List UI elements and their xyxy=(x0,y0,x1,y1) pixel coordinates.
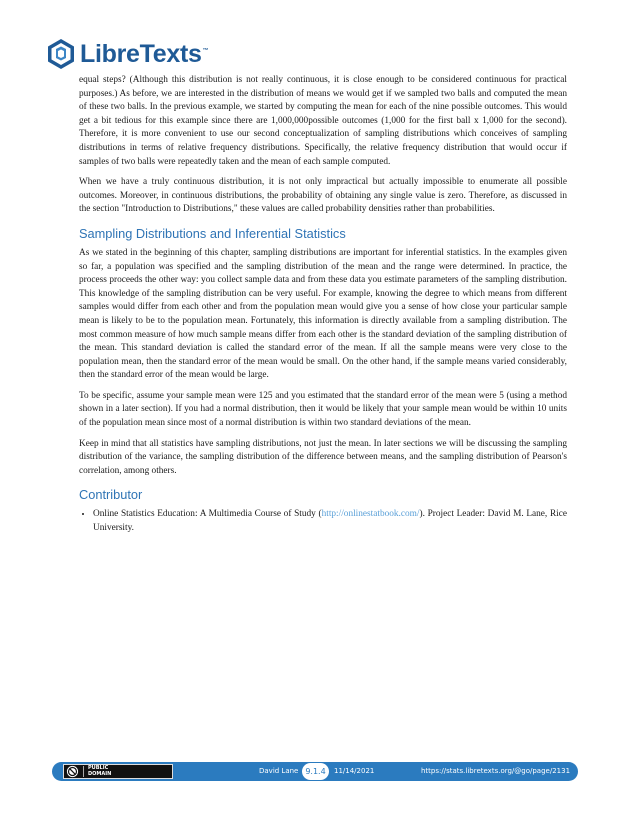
trademark-mark: ™ xyxy=(202,47,209,54)
footer-url[interactable]: https://stats.libretexts.org/@go/page/2131 xyxy=(421,767,571,775)
body-paragraph: To be specific, assume your sample mean were 125 and you estimated that the standard error of the mean were 5 (using a method shown in a later section). If you had a normal distribution, then it would be likely that your sample mean would be within 10 units of the population mean since most of a normal distribution is within two standard deviations of the mean. xyxy=(79,390,567,429)
section-heading: Sampling Distributions and Inferential Statistics xyxy=(79,225,346,241)
page-content xyxy=(79,74,567,536)
page-number-badge: 9.1.4 xyxy=(302,763,329,780)
public-domain-badge[interactable] xyxy=(63,764,173,779)
public-domain-icon xyxy=(66,765,79,778)
body-paragraph: Keep in mind that all statistics have sampling distributions, not just the mean. In later sections we will be discussing the sampling distribution of the variance, the sampling distribution of the difference between means, and the sampling distribution of Pearson's correlation, among others. xyxy=(79,438,567,476)
body-paragraph: When we have a truly continuous distribution, it is not only impractical but actually impossible to enumerate all possible outcomes. Moreover, in continuous distributions, the probability of obtaining any single value is zero. Therefore, as discussed in the section "Introduction to Distributions," these values are called probability densities rather than probabilities. xyxy=(79,177,567,215)
contributor-list xyxy=(79,508,567,535)
body-paragraph: As we stated in the beginning of this chapter, sampling distributions are important for inferential statistics. In the examples given so far, a population was specified and the sampling distribution of the mean and the range were determined. In practice, the process proceeds the other way: you collect sample data and from these data you estimate parameters of the sampling distribution. This knowledge of the sampling distribution can be very useful. For example, knowing the degree to which means from different samples would differ from each other and from the population mean would give you a sense of how close your particular sample mean is likely to be to the population mean. Fortunately, this information is directly available from a sampling distribution. The most common measure of how much sample means differ from each other is the standard deviation of the sampling distribution of the mean. This standard deviation is called the standard error of the mean. If all the sample means were very close to the population mean, then the standard error of the mean would be small. On the other hand, if the sample means varied considerably, then the standard error of the mean would be large. xyxy=(79,247,567,381)
libretexts-hexagon-icon xyxy=(46,38,76,70)
license-line: PUBLIC xyxy=(88,764,109,771)
page-footer xyxy=(52,762,578,781)
footer-author: David Lane xyxy=(259,767,299,775)
section-heading: Contributor xyxy=(79,487,143,503)
footer-date: 11/14/2021 xyxy=(334,767,375,775)
libretexts-logo[interactable] xyxy=(46,38,208,70)
license-line: DOMAIN xyxy=(88,770,112,777)
body-paragraph: equal steps? (Although this distribution is not really continuous, it is close enough to be considered continuous for practical purposes.) As before, we are interested in the distribution of means we would get if we sampled two balls and computed the mean of these two balls. In the previous example, we started by computing the mean for each of the nine possible outcomes. This would get a bit tedious for this example since there are 1,000,000possible outcomes (1,000 for the first ball x 1,000 for the second). Therefore, it is more convenient to use our second conceptualization of sampling distributions which conceives of sampling distributions in terms of relative frequency distributions. Specifically, the relative frequency distribution that would occur if samples of two balls were repeatedly taken and the mean of each sample computed. xyxy=(79,75,567,167)
list-item: • Online Statistics Education: A Multimedia Course of Study (http://onlinestatbook.com/). Project Leader: David M. Lane, Rice University. xyxy=(93,508,567,535)
onlinestatbook-link[interactable]: http://onlinestatbook.com/ xyxy=(321,509,420,520)
logo-text: LibreTexts xyxy=(80,39,202,68)
